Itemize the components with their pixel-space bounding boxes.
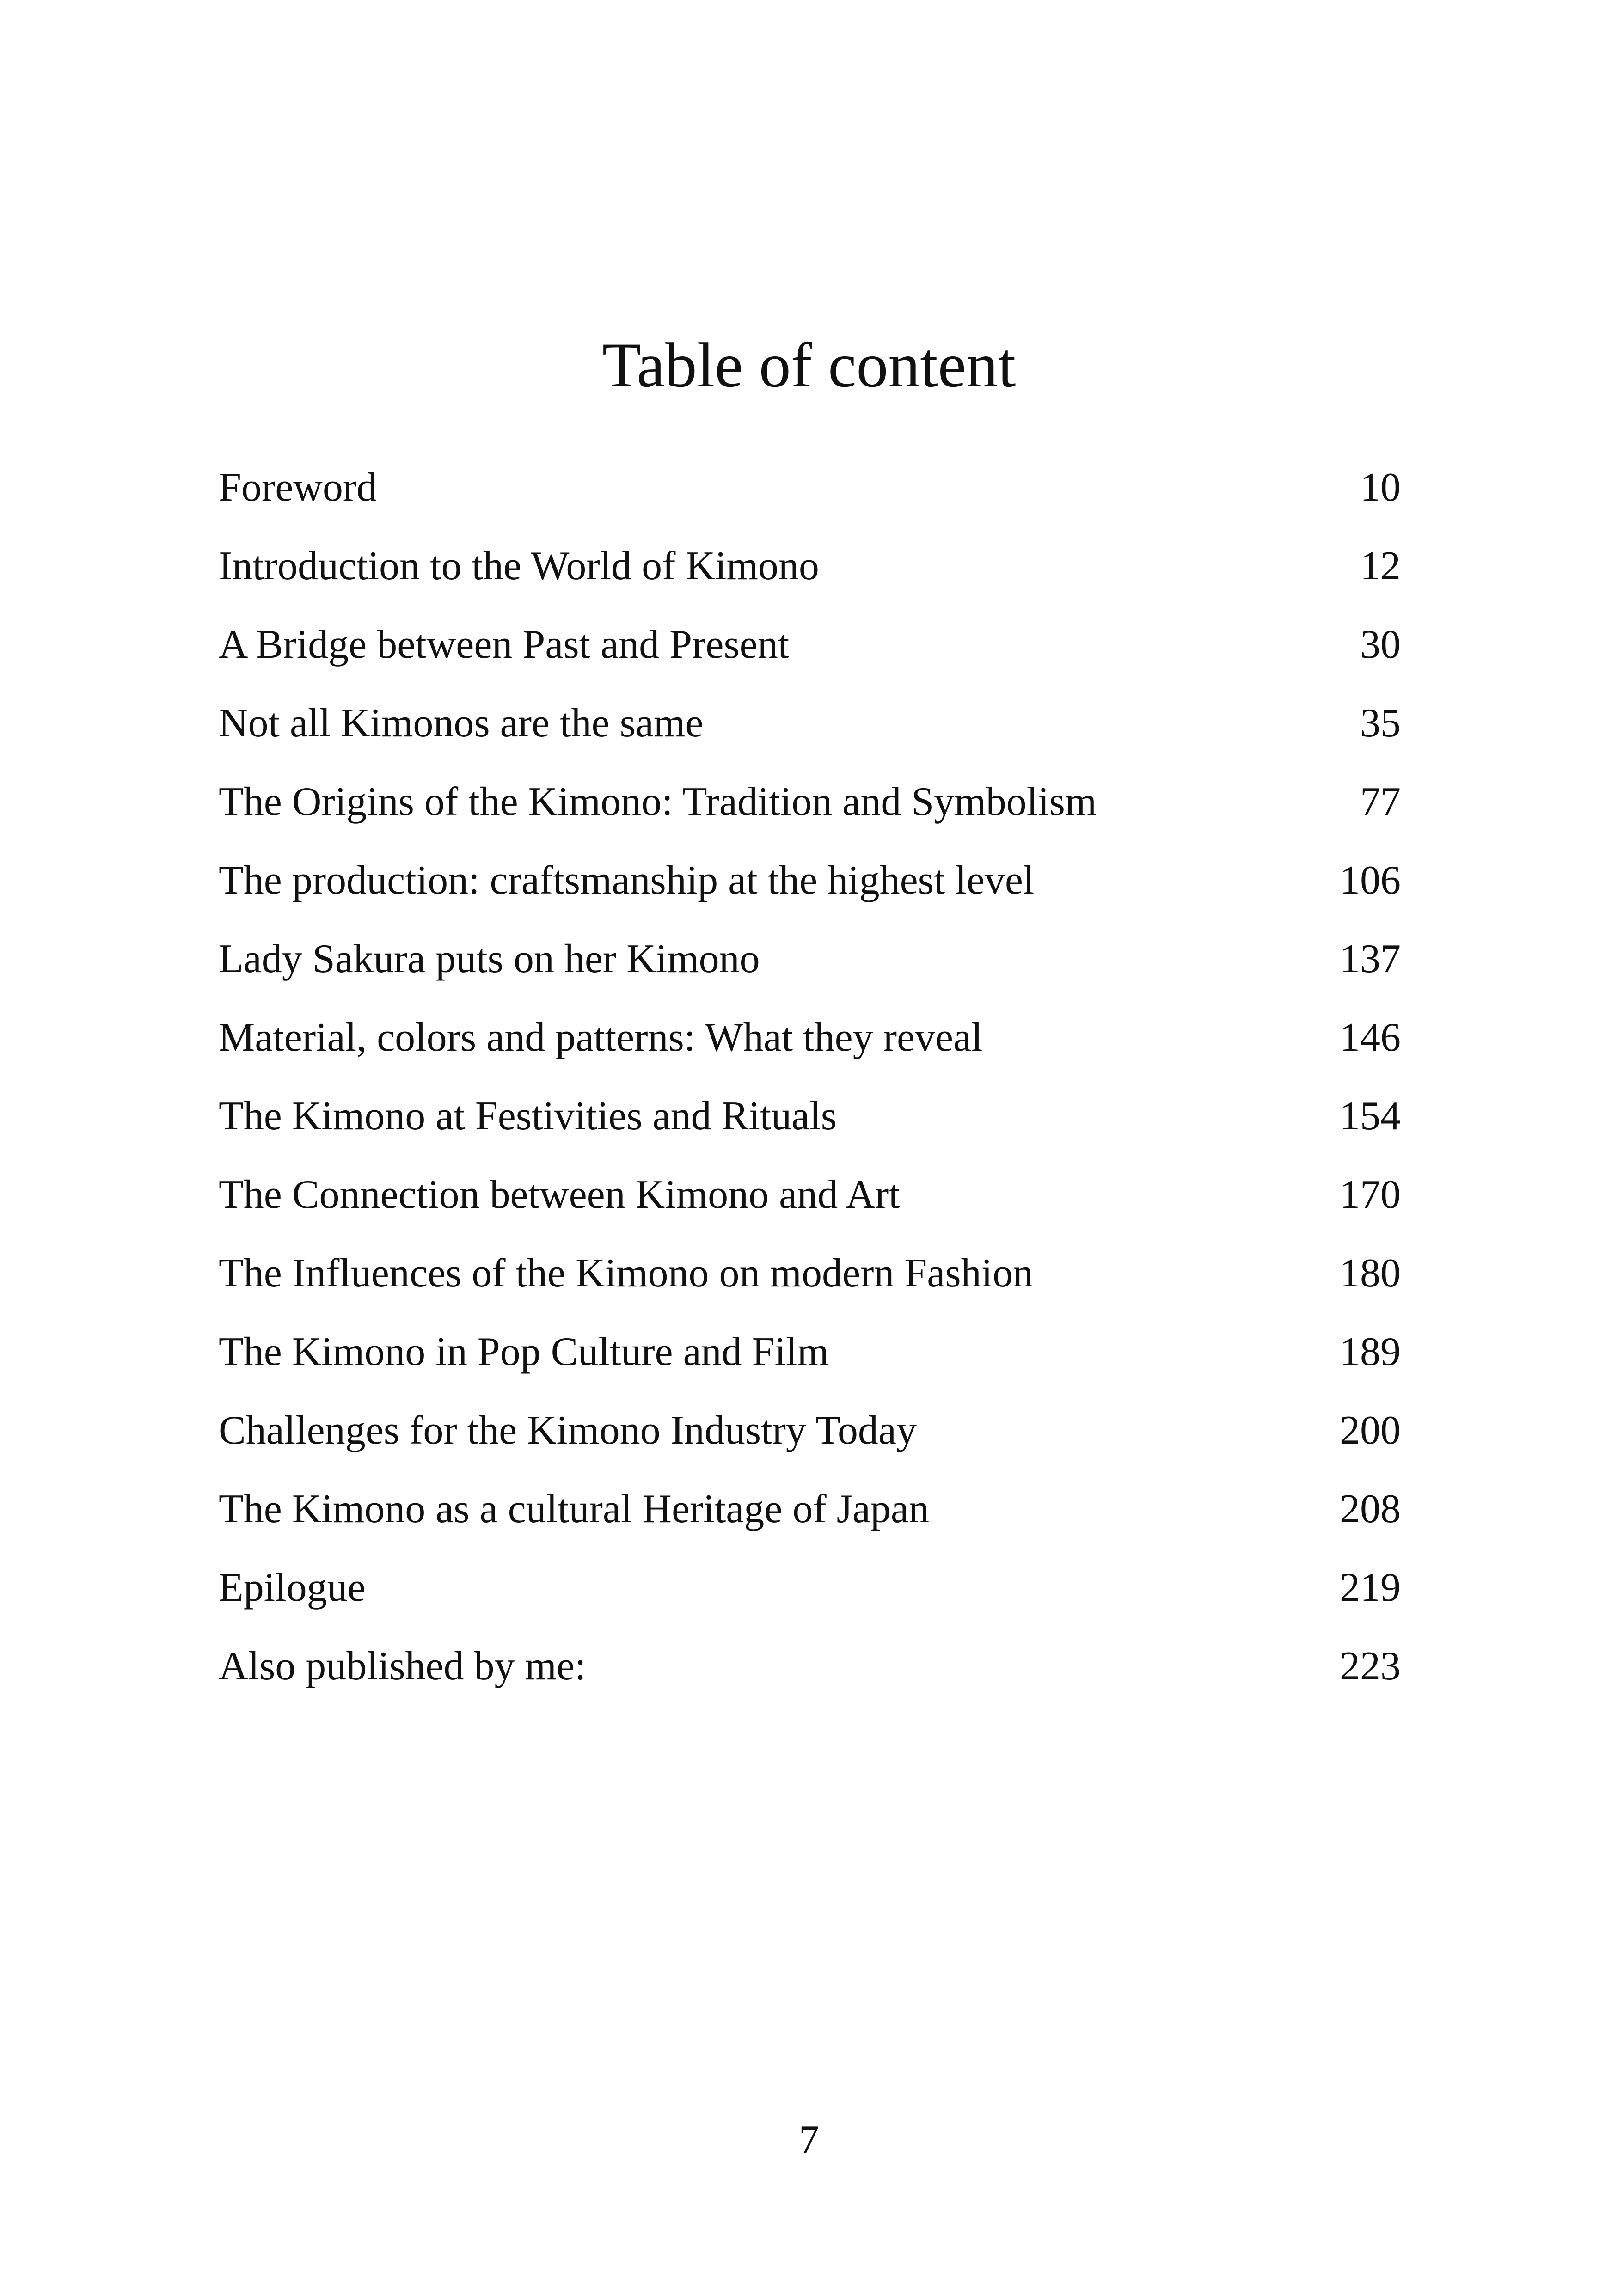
- toc-entry[interactable]: [219, 1163, 1401, 1241]
- toc-entry-title: The Kimono at Festivities and Rituals: [219, 1094, 837, 1139]
- toc-entry-page: 12: [1360, 544, 1401, 588]
- toc-entry[interactable]: [219, 455, 1401, 534]
- toc-entry-title: The Origins of the Kimono: Tradition and Symbolism: [219, 779, 1097, 824]
- toc-entry-title: Also published by me:: [219, 1644, 586, 1689]
- toc-entry-page: 200: [1340, 1408, 1401, 1453]
- toc-entry-title: The production: craftsmanship at the highest level: [219, 858, 1035, 903]
- toc-entry[interactable]: [219, 1005, 1401, 1084]
- toc-entry-title: Not all Kimonos are the same: [219, 701, 704, 746]
- toc-entry-title: The Kimono as a cultural Heritage of Japan: [219, 1487, 929, 1531]
- toc-entry-title: Lady Sakura puts on her Kimono: [219, 937, 760, 981]
- page-title: Table of content: [602, 330, 1016, 400]
- toc-entry-page: 146: [1340, 1015, 1401, 1060]
- toc-entry[interactable]: [219, 1241, 1401, 1320]
- toc-entry[interactable]: [219, 1398, 1401, 1477]
- toc-entry-title: Epilogue: [219, 1565, 366, 1610]
- toc-entry[interactable]: [219, 927, 1401, 1005]
- toc-entry-title: Material, colors and patterns: What they reveal: [219, 1015, 983, 1060]
- toc-entry-page: 10: [1360, 465, 1401, 510]
- toc-entry-title: Introduction to the World of Kimono: [219, 544, 819, 588]
- toc-entry[interactable]: [219, 1477, 1401, 1555]
- toc-entry-page: 189: [1340, 1329, 1401, 1374]
- toc-entry[interactable]: [219, 848, 1401, 927]
- toc-entry-page: 154: [1340, 1094, 1401, 1139]
- toc-entry-title: Challenges for the Kimono Industry Today: [219, 1408, 917, 1453]
- toc-entry-title: The Influences of the Kimono on modern Fashion: [219, 1251, 1034, 1296]
- toc-entry-page: 223: [1340, 1644, 1401, 1689]
- toc-entry-title: Foreword: [219, 465, 377, 510]
- toc-entry[interactable]: [219, 1634, 1401, 1713]
- toc-entry[interactable]: [219, 691, 1401, 770]
- page-number: 7: [799, 2118, 819, 2162]
- toc-entry-page: 180: [1340, 1251, 1401, 1296]
- toc-entry-title: The Connection between Kimono and Art: [219, 1172, 900, 1217]
- toc-entry[interactable]: [219, 612, 1401, 691]
- toc-entry-page: 35: [1360, 701, 1401, 746]
- toc-entry[interactable]: [219, 534, 1401, 612]
- toc-entry-page: 106: [1340, 858, 1401, 903]
- toc-entry-page: 170: [1340, 1172, 1401, 1217]
- toc-entry-page: 219: [1340, 1565, 1401, 1610]
- toc-entry[interactable]: [219, 1084, 1401, 1163]
- toc-entry[interactable]: [219, 770, 1401, 848]
- toc-entry[interactable]: [219, 1555, 1401, 1634]
- toc-entry-page: 208: [1340, 1487, 1401, 1531]
- toc-entry[interactable]: [219, 1320, 1401, 1398]
- toc-entry-title: A Bridge between Past and Present: [219, 622, 790, 667]
- toc-entry-page: 137: [1340, 937, 1401, 981]
- toc-entry-page: 30: [1360, 622, 1401, 667]
- toc-entry-page: 77: [1360, 779, 1401, 824]
- toc-entry-title: The Kimono in Pop Culture and Film: [219, 1329, 829, 1374]
- table-of-contents: [219, 455, 1401, 1713]
